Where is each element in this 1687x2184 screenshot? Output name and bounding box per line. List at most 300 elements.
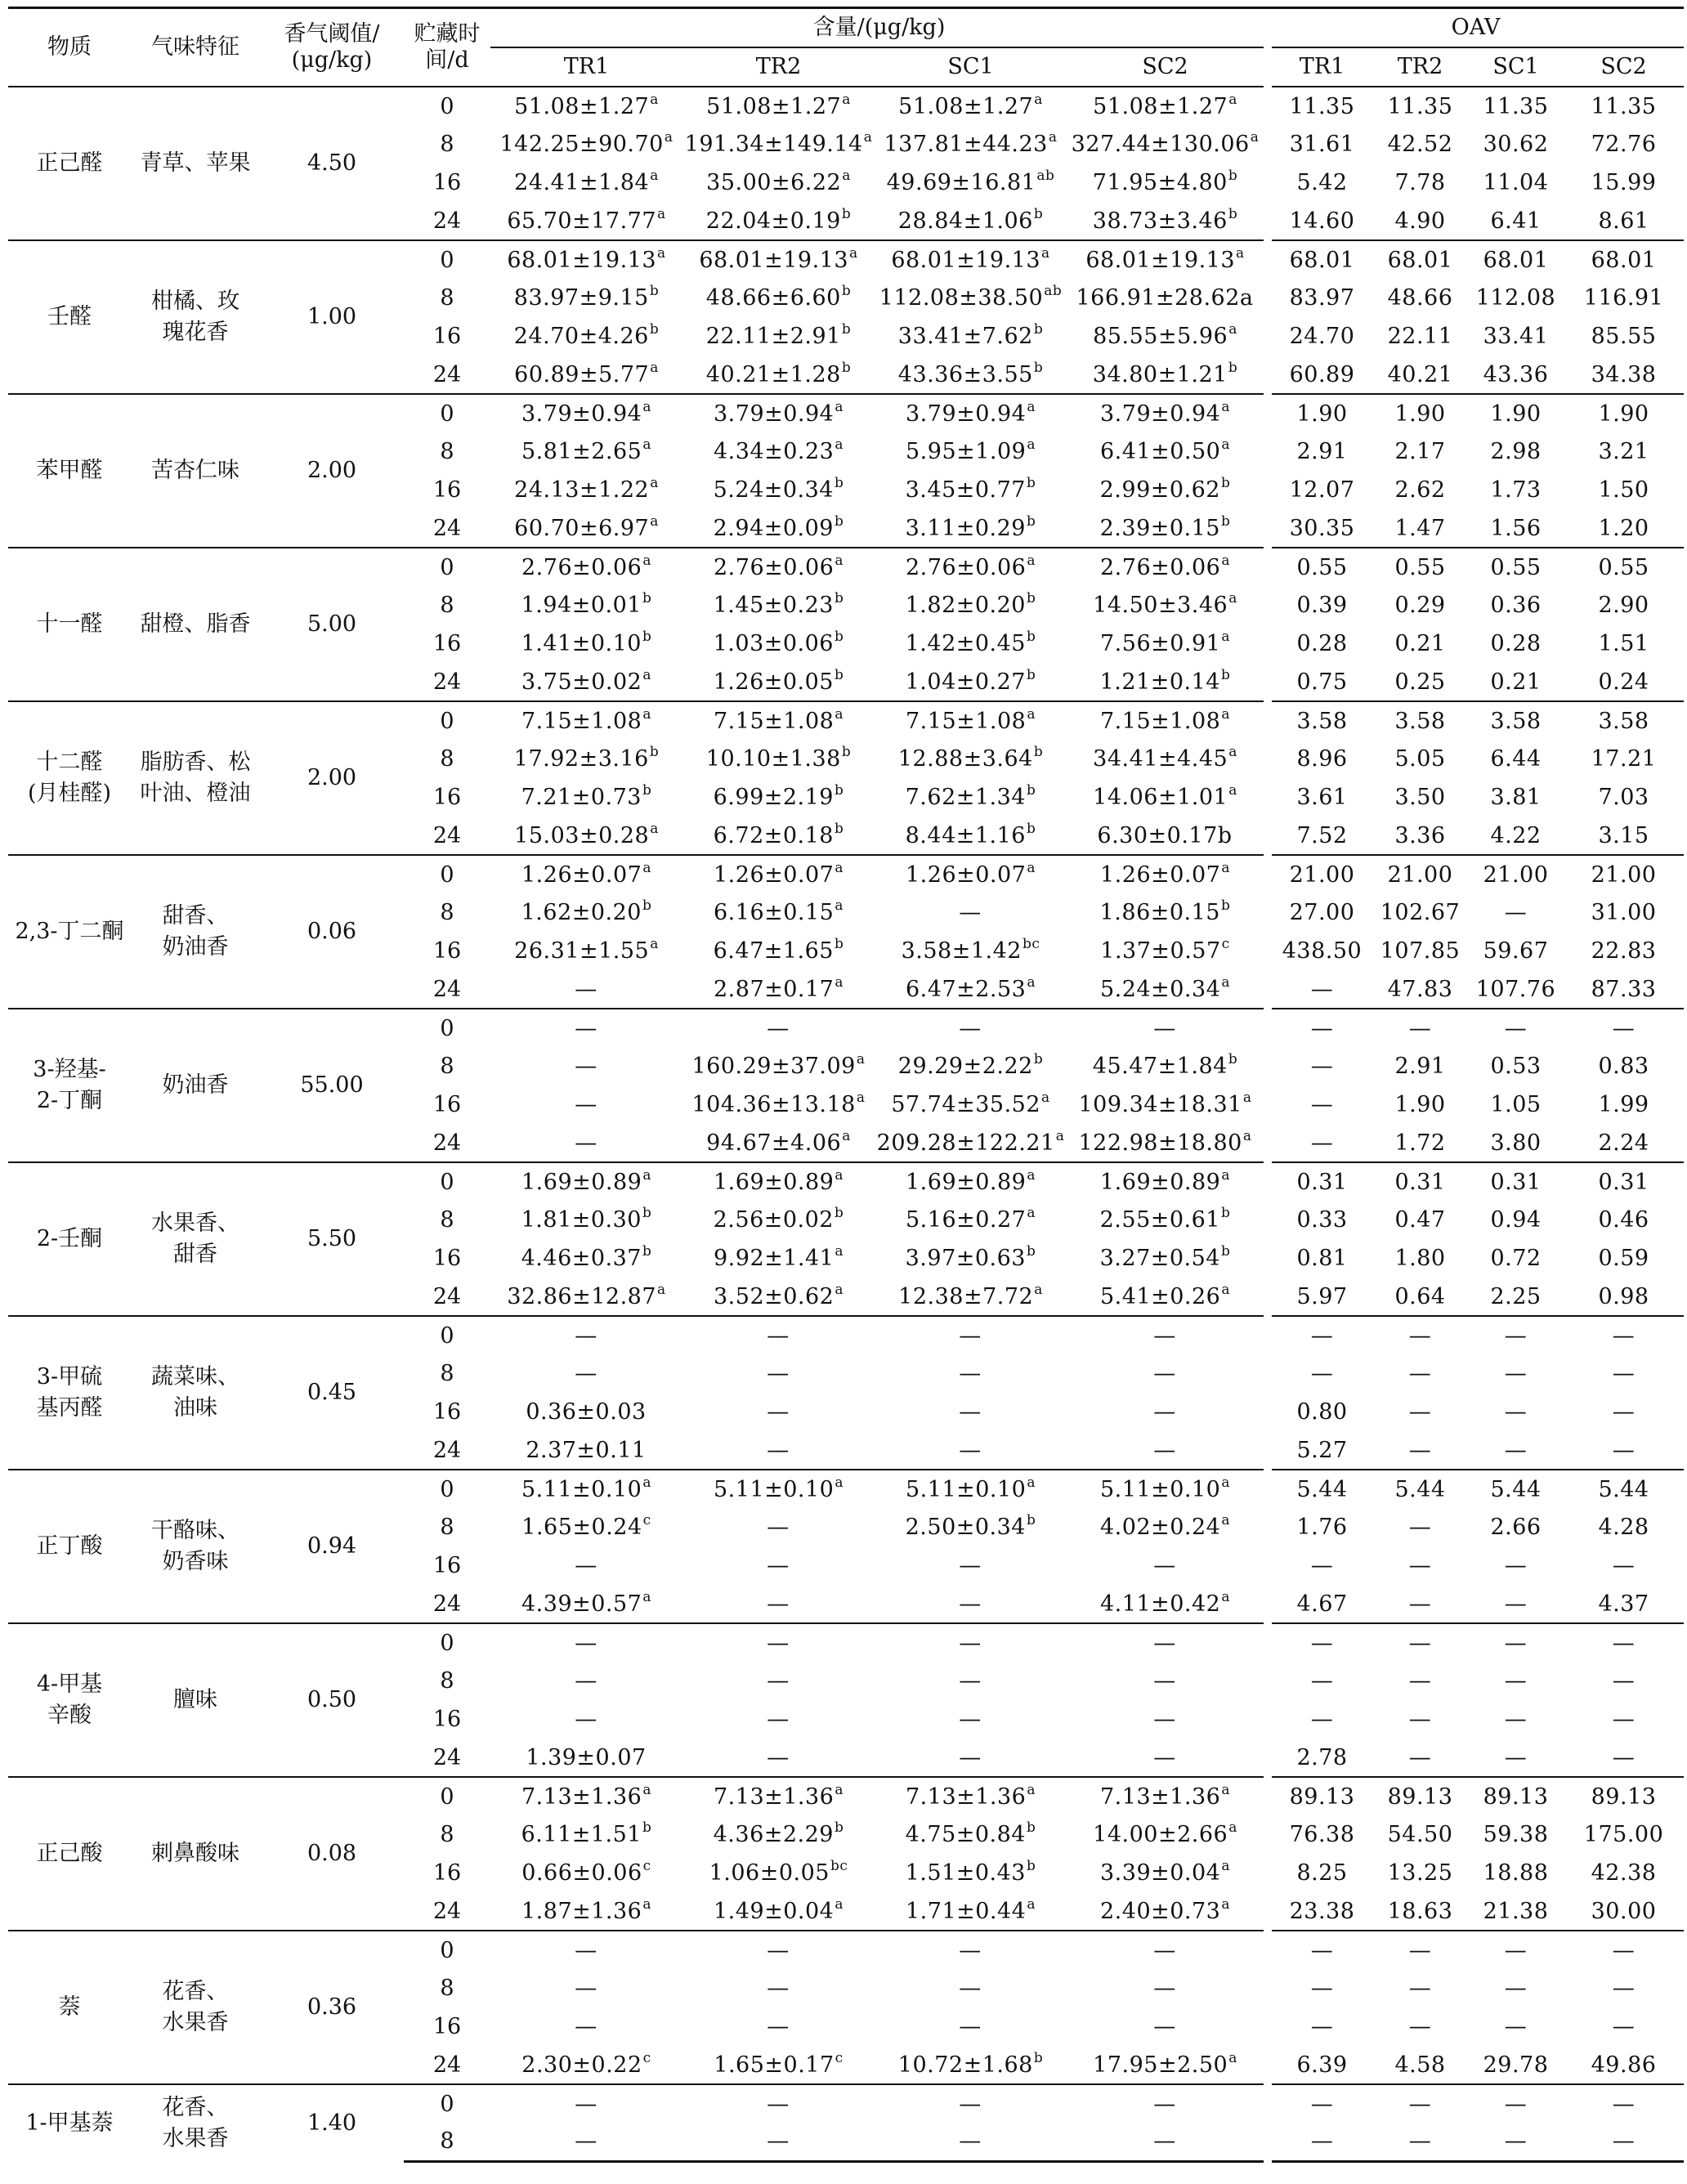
- oav-cell: 4.90: [1394, 208, 1446, 234]
- content-cell: [490, 1393, 682, 1431]
- content-cell: [875, 1700, 1067, 1739]
- content-cell: [682, 1700, 875, 1739]
- oav-cell: 3.50: [1394, 785, 1446, 810]
- compound-name-text: 十二醛 (月桂醛): [27, 750, 112, 806]
- content-cell: [490, 1662, 682, 1700]
- oav-cell: 21.00: [1468, 855, 1564, 893]
- storage-day: 8: [404, 2123, 490, 2161]
- significance-letter: a: [642, 1895, 651, 1913]
- header-content-tr2: TR2: [682, 47, 875, 87]
- content-cell: [490, 1623, 682, 1662]
- oav-cell: —: [1504, 1976, 1528, 2001]
- content-value: —: [959, 1937, 982, 1963]
- content-cell: [875, 279, 1067, 317]
- significance-letter: a: [1027, 436, 1036, 453]
- storage-day: 0: [404, 548, 490, 586]
- oav-cell: —: [1310, 1707, 1334, 1732]
- content-cell: [682, 1431, 875, 1470]
- oav-cell: —: [1612, 1744, 1636, 1770]
- significance-letter: a: [1221, 436, 1230, 453]
- significance-letter: b: [642, 1819, 652, 1836]
- content-value: 1.87±1.36: [521, 1898, 642, 1924]
- content-cell: [875, 1854, 1067, 1892]
- significance-letter: ab: [1036, 168, 1055, 184]
- compound-group: [8, 855, 1684, 1009]
- content-value: 2.40±0.73: [1100, 1898, 1221, 1924]
- content-cell: [1067, 125, 1268, 163]
- content-value: —: [767, 1515, 790, 1540]
- content-value: —: [959, 1630, 982, 1656]
- oav-cell: 17.21: [1591, 746, 1657, 772]
- content-value: —: [575, 1130, 597, 1156]
- content-value: —: [959, 900, 982, 925]
- oav-cell: —: [1372, 2123, 1468, 2161]
- oav-cell: 40.21: [1387, 361, 1453, 387]
- content-value: —: [959, 1437, 982, 1463]
- oav-cell: 5.44: [1268, 1470, 1372, 1508]
- content-cell: [875, 1047, 1067, 1085]
- content-cell: [490, 125, 682, 163]
- significance-letter: b: [841, 359, 852, 376]
- content-cell: [875, 432, 1067, 471]
- oav-cell: 11.35: [1564, 87, 1684, 125]
- significance-letter: a: [642, 398, 651, 415]
- oav-cell: 3.81: [1490, 785, 1542, 810]
- significance-letter: a: [835, 1781, 844, 1798]
- oav-cell: —: [1408, 1399, 1432, 1425]
- content-cell: [1067, 586, 1268, 624]
- content-cell: [490, 1777, 682, 1815]
- oav-cell: —: [1504, 1399, 1528, 1425]
- oav-cell: 1.76: [1296, 1515, 1348, 1540]
- oav-cell: 72.76: [1591, 132, 1657, 157]
- storage-day: 16: [432, 170, 462, 195]
- content-cell: [490, 1508, 682, 1546]
- odor-character: [131, 548, 260, 701]
- significance-letter: a: [1242, 1127, 1252, 1144]
- content-cell: [875, 125, 1067, 163]
- significance-letter: b: [834, 590, 844, 606]
- storage-day: 8: [440, 900, 454, 925]
- compound-name-text: 壬醛: [47, 304, 92, 329]
- oav-cell: 1.56: [1490, 515, 1542, 541]
- header-content: 含量/(μg/kg): [490, 8, 1268, 48]
- oav-cell: —: [1564, 1316, 1684, 1354]
- significance-letter: b: [1026, 1512, 1036, 1528]
- content-value: 83.97±9.15: [513, 285, 649, 311]
- significance-letter: a: [1228, 2049, 1237, 2066]
- oav-cell: 24.70: [1289, 324, 1355, 349]
- odor-threshold: [260, 2084, 404, 2161]
- compound-name: [8, 1777, 131, 1931]
- content-cell: [875, 87, 1067, 125]
- content-value: 2.55±0.61: [1099, 1207, 1220, 1233]
- oav-cell: 3.58: [1268, 701, 1372, 740]
- content-value: 2.50±0.34: [905, 1515, 1026, 1540]
- content-value: 14.50±3.46: [1093, 593, 1228, 618]
- significance-letter: b: [649, 283, 660, 299]
- oav-cell: —: [1310, 1361, 1334, 1386]
- content-value: 1.69±0.89: [906, 1169, 1027, 1195]
- header-substance: 物质: [8, 8, 131, 87]
- content-cell: [1067, 1739, 1268, 1777]
- compound-name: [8, 548, 131, 701]
- significance-letter: a: [842, 91, 851, 108]
- content-value: 3.75±0.02: [521, 669, 642, 695]
- content-value: 4.39±0.57: [521, 1591, 642, 1617]
- content-value: 4.75±0.84: [905, 1822, 1026, 1847]
- content-value: 94.67±4.06: [706, 1130, 842, 1156]
- odor-threshold-text: 4.50: [307, 150, 357, 176]
- content-value: 137.81±44.23: [884, 132, 1048, 157]
- content-cell: [490, 1969, 682, 2007]
- content-value: 12.38±7.72: [898, 1283, 1034, 1309]
- content-cell: [1067, 1623, 1268, 1662]
- compound-name: [8, 87, 131, 240]
- content-cell: [1067, 548, 1268, 586]
- content-value: 5.24±0.34: [713, 477, 834, 503]
- storage-day: 16: [432, 785, 462, 810]
- content-cell: [875, 1969, 1067, 2007]
- significance-letter: a: [1027, 1205, 1036, 1221]
- storage-day: 0: [404, 1623, 490, 1662]
- oav-cell: 18.63: [1387, 1898, 1453, 1924]
- content-value: 2.37±0.11: [526, 1437, 647, 1463]
- significance-letter: b: [1026, 590, 1036, 606]
- odor-threshold-text: 0.94: [307, 1533, 357, 1559]
- content-value: 1.69±0.89: [714, 1169, 835, 1195]
- content-value: 1.26±0.07: [906, 862, 1027, 888]
- content-cell: [1067, 701, 1268, 740]
- content-cell: [490, 1585, 682, 1623]
- content-value: —: [575, 1092, 597, 1117]
- oav-cell: —: [1372, 1623, 1468, 1662]
- oav-cell: —: [1468, 1316, 1564, 1354]
- oav-cell: 112.08: [1475, 285, 1556, 311]
- content-value: 7.13±1.36: [521, 1783, 642, 1810]
- content-cell: [682, 1316, 875, 1354]
- odor-character-text: 蔬菜味、 油味: [151, 1364, 239, 1421]
- table-row: [8, 701, 1684, 740]
- odor-threshold: [260, 855, 404, 1009]
- content-cell: [875, 855, 1067, 893]
- content-cell: [490, 2123, 682, 2161]
- oav-cell: —: [1564, 1931, 1684, 1969]
- content-value: 3.79±0.94: [521, 401, 642, 427]
- content-value: 1.26±0.07: [1100, 862, 1221, 888]
- significance-letter: b: [841, 744, 852, 760]
- content-value: 2.76±0.06: [906, 554, 1027, 580]
- header-time-line2: 间/d: [425, 47, 469, 73]
- content-value: 4.34±0.23: [714, 439, 835, 464]
- content-value: 33.41±7.62: [897, 324, 1033, 349]
- oav-cell: 27.00: [1289, 900, 1355, 925]
- significance-letter: a: [1228, 91, 1237, 108]
- significance-letter: a: [835, 973, 844, 991]
- oav-cell: 2.91: [1296, 439, 1348, 464]
- content-value: 6.16±0.15: [714, 900, 835, 925]
- significance-letter: a: [650, 359, 659, 376]
- storage-day: 24: [432, 976, 462, 1002]
- odor-threshold-text: 1.40: [307, 2110, 357, 2136]
- significance-letter: b: [1033, 321, 1044, 338]
- content-cell: [490, 163, 682, 202]
- oav-cell: —: [1504, 1744, 1528, 1770]
- content-value: —: [959, 1976, 982, 2001]
- content-value: 4.11±0.42: [1100, 1591, 1221, 1617]
- content-value: —: [767, 1976, 790, 2001]
- significance-letter: b: [649, 744, 660, 760]
- content-cell: [875, 932, 1067, 970]
- odor-character: [131, 87, 260, 240]
- table-row: [8, 1009, 1684, 1047]
- content-cell: [682, 1585, 875, 1623]
- odor-character-text: 脂肪香、松 叶油、橙油: [140, 750, 251, 806]
- significance-letter: a: [1221, 705, 1230, 723]
- significance-letter: a: [657, 1281, 666, 1298]
- content-value: 1.45±0.23: [713, 593, 834, 618]
- significance-letter: b: [1228, 359, 1238, 376]
- storage-day: 8: [440, 439, 454, 464]
- oav-cell: 89.13: [1268, 1777, 1372, 1815]
- significance-letter: a: [642, 705, 651, 723]
- significance-letter: b: [1026, 629, 1036, 645]
- content-cell: [875, 1085, 1067, 1124]
- content-cell: [1067, 202, 1268, 240]
- significance-letter: a: [1221, 1474, 1230, 1491]
- significance-letter: a: [835, 1895, 844, 1913]
- oav-cell: —: [1408, 1591, 1432, 1617]
- header-storage-time: [404, 8, 490, 87]
- storage-day: 8: [440, 1668, 454, 1694]
- content-value: 2.76±0.06: [521, 554, 642, 580]
- content-value: —: [1153, 1361, 1176, 1386]
- storage-day: 16: [432, 1092, 462, 1117]
- content-value: 6.99±2.19: [713, 785, 834, 810]
- significance-letter: a: [1048, 129, 1058, 145]
- oav-cell: 1.50: [1598, 477, 1649, 503]
- oav-cell: 0.53: [1490, 1054, 1542, 1079]
- compound-name: [8, 1162, 131, 1316]
- storage-day: 16: [432, 324, 462, 349]
- content-value: —: [959, 1361, 982, 1386]
- content-value: —: [767, 1361, 790, 1386]
- oav-cell: 0.28: [1490, 631, 1542, 656]
- header-oav-tr1: TR1: [1268, 47, 1372, 87]
- content-cell: [490, 1892, 682, 1931]
- oav-cell: 43.36: [1483, 361, 1549, 387]
- content-cell: [1067, 1854, 1268, 1892]
- oav-cell: 83.97: [1289, 285, 1355, 311]
- content-cell: [682, 1854, 875, 1892]
- significance-letter: a: [1027, 705, 1036, 723]
- content-cell: [1067, 1393, 1268, 1431]
- content-value: 45.47±1.84: [1092, 1054, 1228, 1079]
- content-value: 29.29±2.22: [897, 1054, 1033, 1079]
- content-cell: [875, 1431, 1067, 1470]
- significance-letter: b: [1033, 744, 1044, 760]
- oav-cell: 0.55: [1268, 548, 1372, 586]
- content-value: 15.03±0.28: [514, 822, 650, 848]
- significance-letter: a: [1034, 1281, 1043, 1298]
- oav-cell: 89.13: [1468, 1777, 1564, 1815]
- content-value: 2.87±0.17: [714, 976, 835, 1002]
- content-value: —: [575, 2091, 597, 2117]
- content-cell: [875, 471, 1067, 509]
- content-value: 6.11±1.51: [521, 1822, 642, 1847]
- odor-character-text: 干酪味、 奶香味: [151, 1518, 239, 1574]
- data-table-container: [8, 7, 1684, 2163]
- content-value: 12.88±3.64: [897, 746, 1033, 772]
- significance-letter: b: [1228, 205, 1238, 222]
- content-value: 3.79±0.94: [906, 401, 1027, 427]
- oav-cell: 4.28: [1598, 1515, 1649, 1540]
- storage-day: 16: [432, 938, 462, 964]
- oav-cell: 8.25: [1296, 1860, 1348, 1886]
- content-value: 5.41±0.26: [1100, 1283, 1221, 1309]
- significance-letter: a: [1221, 1281, 1230, 1298]
- significance-letter: b: [1220, 1205, 1231, 1221]
- significance-letter: a: [1236, 244, 1245, 262]
- oav-cell: 54.50: [1387, 1822, 1453, 1847]
- significance-letter: a: [1221, 1781, 1230, 1798]
- oav-cell: 2.91: [1394, 1054, 1446, 1079]
- oav-cell: —: [1268, 1931, 1372, 1969]
- content-value: 1.04±0.27: [905, 669, 1026, 695]
- content-value: —: [1153, 2014, 1176, 2039]
- oav-cell: —: [1468, 1623, 1564, 1662]
- oav-cell: 21.00: [1372, 855, 1468, 893]
- oav-cell: 1.51: [1598, 631, 1649, 656]
- oav-cell: 1.20: [1598, 515, 1649, 541]
- content-cell: [490, 240, 682, 279]
- oav-cell: 0.46: [1598, 1207, 1649, 1233]
- compound-group: [8, 1931, 1684, 2084]
- content-cell: [1067, 1316, 1268, 1354]
- oav-cell: —: [1310, 1054, 1334, 1079]
- odor-threshold: [260, 1470, 404, 1623]
- content-value: 142.25±90.70: [499, 132, 664, 157]
- oav-cell: 8.61: [1598, 208, 1649, 234]
- content-cell: [875, 1508, 1067, 1546]
- significance-letter: ab: [1044, 283, 1063, 299]
- oav-cell: 2.98: [1490, 439, 1542, 464]
- oav-cell: 76.38: [1289, 1822, 1355, 1847]
- oav-cell: 2.17: [1394, 439, 1446, 464]
- content-cell: [1067, 509, 1268, 548]
- content-value: —: [575, 1668, 597, 1694]
- oav-cell: 5.05: [1394, 746, 1446, 772]
- content-value: 7.15±1.08: [714, 708, 835, 734]
- storage-day: 0: [404, 1931, 490, 1969]
- oav-cell: 4.67: [1296, 1591, 1348, 1617]
- content-value: 57.74±35.52: [891, 1092, 1041, 1117]
- oav-cell: —: [1372, 1316, 1468, 1354]
- oav-cell: 0.80: [1296, 1399, 1348, 1425]
- compound-name-text: 正丁酸: [36, 1533, 103, 1559]
- content-value: 17.95±2.50: [1093, 2052, 1228, 2078]
- oav-cell: 11.35: [1468, 87, 1564, 125]
- content-value: 1.49±0.04: [714, 1898, 835, 1924]
- content-value: —: [959, 1322, 982, 1349]
- content-value: 1.86±0.15: [1099, 900, 1220, 925]
- oav-cell: —: [1268, 1009, 1372, 1047]
- storage-day: 8: [440, 746, 454, 772]
- content-value: —: [767, 1744, 790, 1770]
- significance-letter: a: [1228, 590, 1237, 606]
- content-cell: [490, 202, 682, 240]
- oav-cell: —: [1564, 2123, 1684, 2161]
- content-value: —: [959, 1591, 982, 1617]
- content-value: 1.26±0.07: [714, 862, 835, 888]
- aroma-compounds-table: [8, 7, 1684, 2163]
- content-value: —: [1153, 1744, 1176, 1770]
- content-value: —: [767, 1399, 790, 1425]
- oav-cell: 4.37: [1598, 1591, 1649, 1617]
- odor-character: [131, 701, 260, 855]
- content-value: 40.21±1.28: [705, 361, 841, 387]
- content-value: —: [575, 1361, 597, 1386]
- oav-cell: —: [1504, 2014, 1528, 2039]
- content-cell: [682, 1201, 875, 1239]
- content-cell: [490, 1470, 682, 1508]
- content-cell: [875, 740, 1067, 778]
- content-value: 7.62±1.34: [905, 785, 1026, 810]
- significance-letter: a: [650, 475, 659, 491]
- storage-day: 8: [440, 1515, 454, 1540]
- significance-letter: a: [1221, 859, 1230, 876]
- content-value: 1.65±0.24: [521, 1515, 642, 1540]
- storage-day: 16: [432, 1399, 462, 1425]
- content-cell: [682, 1047, 875, 1085]
- odor-character: [131, 240, 260, 394]
- oav-cell: —: [1408, 1707, 1432, 1732]
- significance-letter: a: [1027, 1166, 1036, 1184]
- oav-cell: —: [1310, 1130, 1334, 1156]
- significance-letter: a: [1027, 859, 1036, 876]
- oav-cell: 5.42: [1296, 170, 1348, 195]
- table-row: [8, 1777, 1684, 1815]
- oav-cell: 6.41: [1490, 208, 1542, 234]
- header-content-tr1: TR1: [490, 47, 682, 87]
- oav-cell: 22.11: [1387, 324, 1453, 349]
- storage-day: 16: [432, 631, 462, 656]
- content-value: —: [959, 1668, 982, 1694]
- content-value: —: [1153, 1976, 1176, 2001]
- oav-cell: 1.47: [1394, 515, 1446, 541]
- content-value: —: [575, 2014, 597, 2039]
- content-cell: [682, 893, 875, 932]
- storage-day: 0: [404, 1777, 490, 1815]
- content-cell: [875, 624, 1067, 663]
- oav-cell: 13.25: [1387, 1860, 1453, 1886]
- significance-letter: b: [1026, 475, 1036, 491]
- significance-letter: a: [1221, 1588, 1230, 1605]
- content-value: 2.76±0.06: [714, 554, 835, 580]
- content-value: 68.01±19.13: [699, 247, 849, 273]
- odor-character-text: 柑橘、玫 瑰花香: [151, 289, 239, 345]
- significance-letter: b: [642, 782, 652, 799]
- oav-cell: —: [1408, 1515, 1432, 1540]
- significance-letter: a: [835, 552, 844, 569]
- content-cell: [490, 1354, 682, 1393]
- oav-cell: —: [1310, 1668, 1334, 1694]
- odor-threshold-text: 5.50: [307, 1226, 357, 1251]
- content-cell: [682, 1777, 875, 1815]
- compound-name-text: 2-壬酮: [36, 1226, 103, 1251]
- oav-cell: —: [1564, 2084, 1684, 2123]
- content-value: 1.06±0.05: [709, 1860, 830, 1886]
